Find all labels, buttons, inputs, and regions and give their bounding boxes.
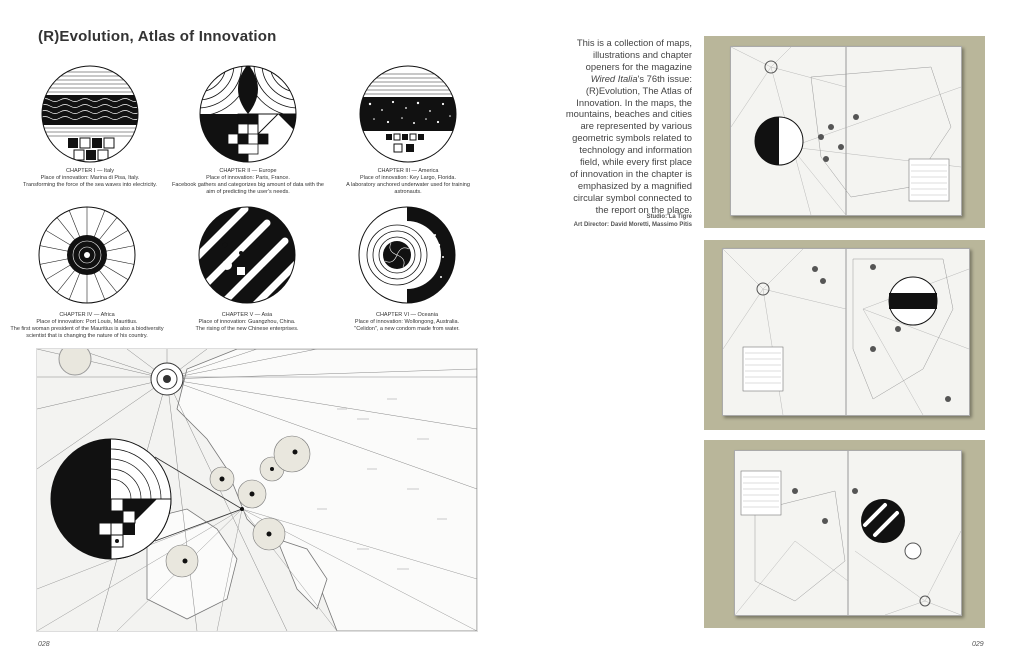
chapter-6-emblem bbox=[357, 205, 457, 305]
magazine-photo-3 bbox=[704, 440, 985, 628]
magazine-photo-2 bbox=[704, 240, 985, 430]
credits: Studio: La Tigre Art Director: David Moretti, Massimo Pitis bbox=[573, 214, 692, 228]
chapter-3-emblem bbox=[358, 64, 458, 164]
chapter-3-caption: CHAPTER III — America Place of innovation: Key Largo, Florida. A laboratory anchored underwater used for training astronauts. bbox=[346, 168, 470, 195]
chapter-4-caption: CHAPTER IV — Africa Place of innovation: Port Louis, Mauritius. The first woman president of the Mauritius is also a biodiversity scientist that is changing the nature of his country. bbox=[10, 312, 164, 339]
chapter-6-caption: CHAPTER VI — Oceania Place of innovation: Wollongong, Australia. "Celidon", a new condom made from water. bbox=[354, 312, 460, 332]
chapter-4-emblem bbox=[37, 205, 137, 305]
page-number-left: 028 bbox=[38, 641, 50, 648]
page-number-right: 029 bbox=[972, 641, 984, 648]
open-magazine bbox=[734, 450, 962, 616]
page-title: (R)Evolution, Atlas of Innovation bbox=[38, 28, 277, 45]
magazine-photo-1 bbox=[704, 36, 985, 228]
chapter-2-emblem bbox=[198, 64, 298, 164]
chapter-5-caption: CHAPTER V — Asia Place of innovation: Guangzhou, China. The rising of the new Chinese enterprises. bbox=[195, 312, 299, 332]
chapter-5-emblem bbox=[197, 205, 297, 305]
chapter-2-caption: CHAPTER II — Europe Place of innovation: Paris, France. Facebook gathers and categorizes big amount of data with the aim of predicting the user's needs. bbox=[172, 168, 324, 195]
open-magazine bbox=[730, 46, 962, 216]
chapter-1-caption: CHAPTER I — Italy Place of innovation: Marina di Pisa, Italy. Transforming the force of the sea waves into electricity. bbox=[23, 168, 157, 188]
europe-map-illustration bbox=[36, 348, 478, 632]
open-magazine bbox=[722, 248, 970, 416]
magazine-name: Wired Italia bbox=[590, 72, 638, 84]
project-description: This is a collection of maps, illustrations and chapter openers for the magazine Wired Italia's 76th issue: (R)Evolution, The Atlas of Innovation. In the maps, the mountains, beaches and cities are represented by various geometric symbols related to technology and information field, while every first place of innovation in the chapter is emphasized by a magnified circular symbol connected to the report on the place. bbox=[565, 37, 692, 215]
chapter-1-emblem bbox=[40, 64, 140, 164]
